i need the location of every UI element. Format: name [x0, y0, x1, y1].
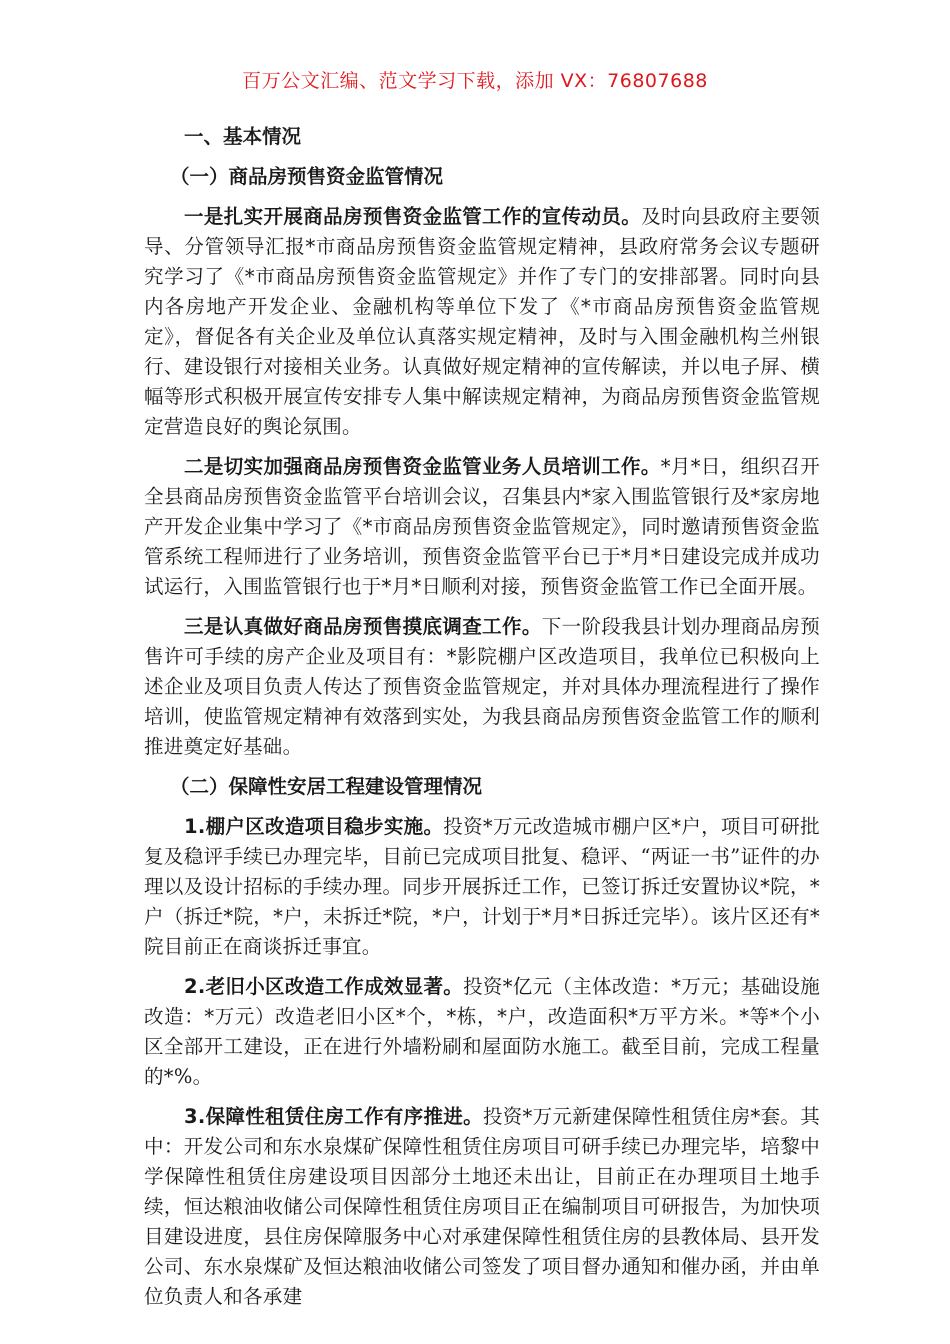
paragraph-lead: 3.保障性租赁住房工作有序推进。 — [184, 1105, 483, 1128]
paragraph-lead: 1.棚户区改造项目稳步实施。 — [184, 815, 444, 838]
subsection-heading-2: （二）保障性安居工程建设管理情况 — [170, 775, 483, 798]
paragraph-1-3 — [144, 612, 820, 762]
watermark-banner: 百万公文汇编、范文学习下载，添加 VX：76807688 — [242, 70, 708, 92]
paragraph-lead: 2.老旧小区改造工作成效显著。 — [184, 975, 464, 998]
paragraph-2-1 — [144, 812, 820, 962]
paragraph-body: *月*日，组织召开全县商品房预售资金监管平台培训会议，召集县内*家入围监管银行及*家房地产开发企业集中学习了《*市商品房预售资金监管规定》，同时邀请预售资金监管系统工程师进行了业务培训，预售资金监管平台已于*月*日建设完成并成功试运行，入围监管银行也于*月*日顺利对接，预售资金监管工作已全面开展。 — [144, 455, 821, 598]
document-body — [144, 122, 820, 1322]
paragraph-lead: 二是切实加强商品房预售资金监管业务人员培训工作。 — [184, 455, 661, 478]
paragraph-1-2 — [144, 452, 820, 602]
paragraph-2-3 — [144, 1102, 820, 1312]
paragraph-body: 下一阶段我县计划办理商品房预售许可手续的房产企业及项目有：*影院棚户区改造项目，我单位已积极向上述企业及项目负责人传达了预售资金监管规定，并对具体办理流程进行了操作培训，使监管规定精神有效落到实处，为我县商品房预售资金监管工作的顺利推进奠定好基础。 — [144, 615, 820, 758]
paragraph-body: 投资*万元新建保障性租赁住房*套。其中：开发公司和东水泉煤矿保障性租赁住房项目可研手续已办理完毕，培黎中学保障性租赁住房建设项目因部分土地还未出让，目前正在办理项目土地手续，恒达粮油收储公司保障性租赁住房项目正在编制项目可研报告，为加快项目建设进度，县住房保障服务中心对承建保障性租赁住房的县教体局、县开发公司、东水泉煤矿及恒达粮油收储公司签发了项目督办通知和催办函，并由单位负责人和各承建 — [144, 1105, 821, 1308]
paragraph-lead: 一是扎实开展商品房预售资金监管工作的宣传动员。 — [184, 205, 642, 228]
paragraph-body: 投资*亿元（主体改造：*万元；基础设施改造：*万元）改造老旧小区*个，*栋，*户，改造面积*万平方米。*等*个小区全部开工建设，正在进行外墙粉刷和屋面防水施工。截至目前，完成工程量的*%。 — [144, 975, 821, 1088]
paragraph-2-2 — [144, 972, 820, 1092]
subsection-heading-1: （一）商品房预售资金监管情况 — [170, 165, 444, 188]
section-heading: 一、基本情况 — [184, 125, 302, 148]
paragraph-body: 及时向县政府主要领导、分管领导汇报*市商品房预售资金监管规定精神，县政府常务会议专题研究学习了《*市商品房预售资金监管规定》并作了专门的安排部署。同时向县内各房地产开发企业、金融机构等单位下发了《*市商品房预售资金监管规定》，督促各有关企业及单位认真落实规定精神，及时与入围金融机构兰州银行、建设银行对接相关业务。认真做好规定精神的宣传解读，并以电子屏、横幅等形式积极开展宣传安排专人集中解读规定精神，为商品房预售资金监管规定营造良好的舆论氛围。 — [144, 205, 821, 438]
paragraph-lead: 三是认真做好商品房预售摸底调查工作。 — [184, 615, 542, 638]
paragraph-body: 投资*万元改造城市棚户区*户，项目可研批复及稳评手续已办理完毕，目前已完成项目批复、稳评、“两证一书”证件的办理以及设计招标的手续办理。同步开展拆迁工作，已签订拆迁安置协议*院，*户（拆迁*院，*户，未拆迁*院，*户，计划于*月*日拆迁完毕）。该片区还有*院目前正在商谈拆迁事宜。 — [144, 815, 820, 958]
paragraph-1-1 — [144, 202, 820, 442]
